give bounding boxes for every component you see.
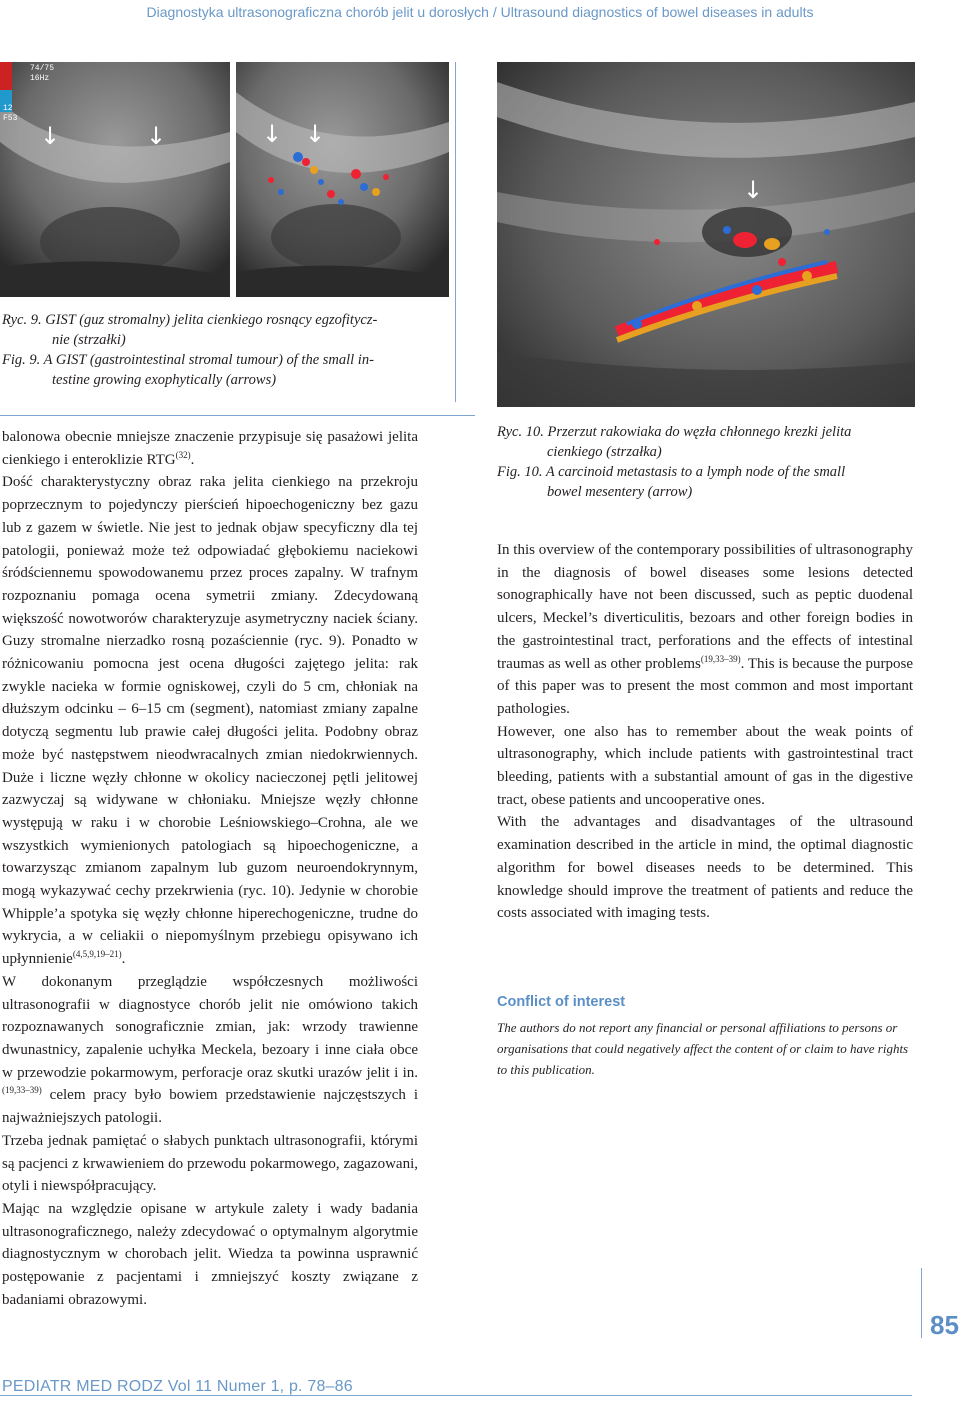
- paragraph-text: balonowa obecnie mniejsze znaczenie przypisuje się pasażowi jelita cienkiego i enteroklizie RTG: [2, 429, 418, 468]
- scale-label: F53: [3, 114, 18, 123]
- citation-reference: (19,33–39): [2, 1085, 42, 1096]
- running-header: Diagnostyka ultrasonograficzna chorób jelit u dorosłych / Ultrasound diagnostics of bowel diseases in adults: [146, 4, 814, 20]
- paragraph: [2, 426, 418, 471]
- figure10-ultrasound: [497, 62, 915, 407]
- arrow-icon: ↓: [40, 122, 61, 150]
- conflict-of-interest-heading: Conflict of interest: [497, 994, 626, 1010]
- column-divider: [455, 62, 456, 402]
- citation-reference: (4,5,9,19–21): [72, 949, 122, 960]
- caption-line: cienkiego (strzałka): [547, 444, 662, 460]
- paragraph-text: . This is because the purpose of this paper was to present the most common and most important pathologies.: [497, 655, 913, 717]
- paragraph: [497, 539, 913, 721]
- arrow-icon: ↓: [305, 120, 326, 148]
- ultrasound-image: [0, 62, 230, 297]
- caption-line: nie (strzałki): [52, 332, 126, 348]
- figure-rule: [0, 415, 475, 416]
- paragraph: With the advantages and disadvantages of the ultrasound examination described in the article in mind, the optimal diagnostic algorithm for bowel diseases needs to be determined. This knowledge should improve the treatment of patients and reduce the costs associated with imaging tests.: [497, 814, 913, 922]
- caption-line: Fig. 9. A GIST (gastrointestinal stromal tumour) of the small in-: [2, 352, 374, 368]
- paragraph-text: .: [190, 451, 195, 468]
- english-body-text: [497, 539, 913, 925]
- paragraph-text: W dokonanym przeglądzie współczesnych możliwości ultrasonografii w diagnostyce chorób jelit nie omówiono takich rozpoznawanych sonograficznie zmian, jak: wrzody trawienne dwunastnicy, zapalenie uchyłka Meckela, bezoary i inne ciała obce w przewodzie pokarmowym, perforacje oraz skutki urazów jelit i in.: [2, 973, 418, 1081]
- paragraph-text: In this overview of the contemporary possibilities of ultrasonography in the diagnosis of bowel diseases some lesions detected sonographically have not been discussed, such as peptic duodenal ulcers, Meckel’s diverticulitis, bezoars and other foreign bodies in the gastrointestinal tract, perforations and the effects of intestinal traumas as well as other problems: [497, 542, 913, 672]
- caption-line: Ryc. 9. GIST (guz stromalny) jelita cienkiego rosnący egzofitycz-: [2, 312, 378, 328]
- paragraph: [2, 971, 418, 1130]
- journal-footer: PEDIATR MED RODZ Vol 11 Numer 1, p. 78–86: [2, 1378, 353, 1395]
- scale-label: 74/75: [30, 64, 55, 73]
- figure9-caption: [2, 310, 452, 390]
- figure10-caption: [497, 422, 927, 502]
- arrow-icon: ↓: [262, 120, 283, 148]
- doppler-ultrasound-image: [497, 62, 915, 407]
- arrow-icon: ↓: [743, 176, 764, 204]
- paragraph-text: .: [121, 951, 126, 968]
- paragraph: However, one also has to remember about the weak points of ultrasonography, which include patients with gastrointestinal tract bleeding, patients with a substantial amount of gas in the digestive tract, obese patients and uncooperative ones.: [497, 723, 913, 808]
- paragraph-text: Dość charakterystyczny obraz raka jelita cienkiego na przekroju poprzecznym to pojedynczy pierścień hipoechogeniczny bez gazu lub z gazem w świetle. Nie jest to jednak objaw specyficzny dla tej patologii, ponieważ może też odpowiadać głębokiemu naciekowi śródściennemu spowodowanemu przez proces zapalny. W trafnym rozpoznaniu pomaga ocena symetrii zmiany. Zdecydowaną większość nowotworów charakteryzuje asymetryczny naciek ściany. Guzy stromalne nierzadko rosną pozaściennie (ryc. 9). Ponadto w różnicowaniu pomocna jest ocena długości zajętego jelita: rak zwykle nacieka w formie ogniskowej, czyli do 5 cm, chłoniak na dłuższym odcinku – 6–15 cm (segment), natomiast zmiany zapalne dotyczą segmentu lub prawie całej długości jelita. Podobny obraz może być następstwem nieodwracalnych zmian niedokrwiennych. Duże i liczne węzły chłonne w okolicy nacieczonej pętli jelitowej zazwyczaj są widywane w chłoniaku. Mniejsze węzły chłonne występują w raku i w chorobie Leśniowskiego–Crohna, ale we wszystkich wymienionych patologiach są hipoechogeniczne, a towarzysząc zmianom zapalnym lub guzom neuroendokrynnym, mogą wykazywać cechy przekrwienia (ryc. 10). Jedynie w chorobie Whipple’a spotyka się węzły chłonne hiperechogeniczne, trudne do wykrycia, a w celiakii o niepomyślnym przebiegu opisywano ich upłynnienie: [2, 474, 418, 968]
- doppler-ultrasound-image: [236, 62, 449, 297]
- paragraph: Trzeba jednak pamiętać o słabych punktach ultrasonografii, którymi są pacjenci z krwawieniem do przewodu pokarmowego, zagazowani, otyli i niewspółpracujący.: [2, 1132, 418, 1195]
- page-number: 85: [930, 1310, 959, 1340]
- citation-reference: (32): [175, 449, 191, 460]
- paragraph-text: celem pracy było bowiem przedstawienie najczęstszych i najważniejszych patologii.: [2, 1087, 418, 1127]
- conflict-of-interest-text: The authors do not report any financial or personal affiliations to persons or organisations that could negatively affect the content of or claim to have rights to this publication.: [497, 1020, 909, 1077]
- caption-line: testine growing exophytically (arrows): [52, 372, 277, 388]
- caption-line: Fig. 10. A carcinoid metastasis to a lymph node of the small: [497, 464, 846, 480]
- arrow-icon: ↓: [146, 122, 167, 150]
- figure9-left-ultrasound: [0, 62, 230, 297]
- paragraph: Mając na względzie opisane w artykule zalety i wady badania ultrasonograficznego, należy zdecydować o optymalnym algorytmie diagnostycznym w chorobach jelit. Wiedza ta powinna usprawnić postępowanie z pacjentami i zmniejszyć koszty związane z badaniami obrazowymi.: [2, 1200, 418, 1308]
- paragraph: [2, 471, 418, 970]
- figure9-right-ultrasound: [236, 62, 449, 297]
- page-number-rule: [921, 1268, 922, 1338]
- caption-line: Ryc. 10. Przerzut rakowiaka do węzła chłonnego krezki jelita: [497, 424, 852, 440]
- polish-body-text: [2, 426, 418, 1311]
- citation-reference: (19,33–39): [700, 653, 741, 664]
- scale-label: 12: [3, 104, 13, 113]
- caption-line: bowel mesentery (arrow): [547, 484, 693, 500]
- scale-label: 16Hz: [30, 74, 50, 83]
